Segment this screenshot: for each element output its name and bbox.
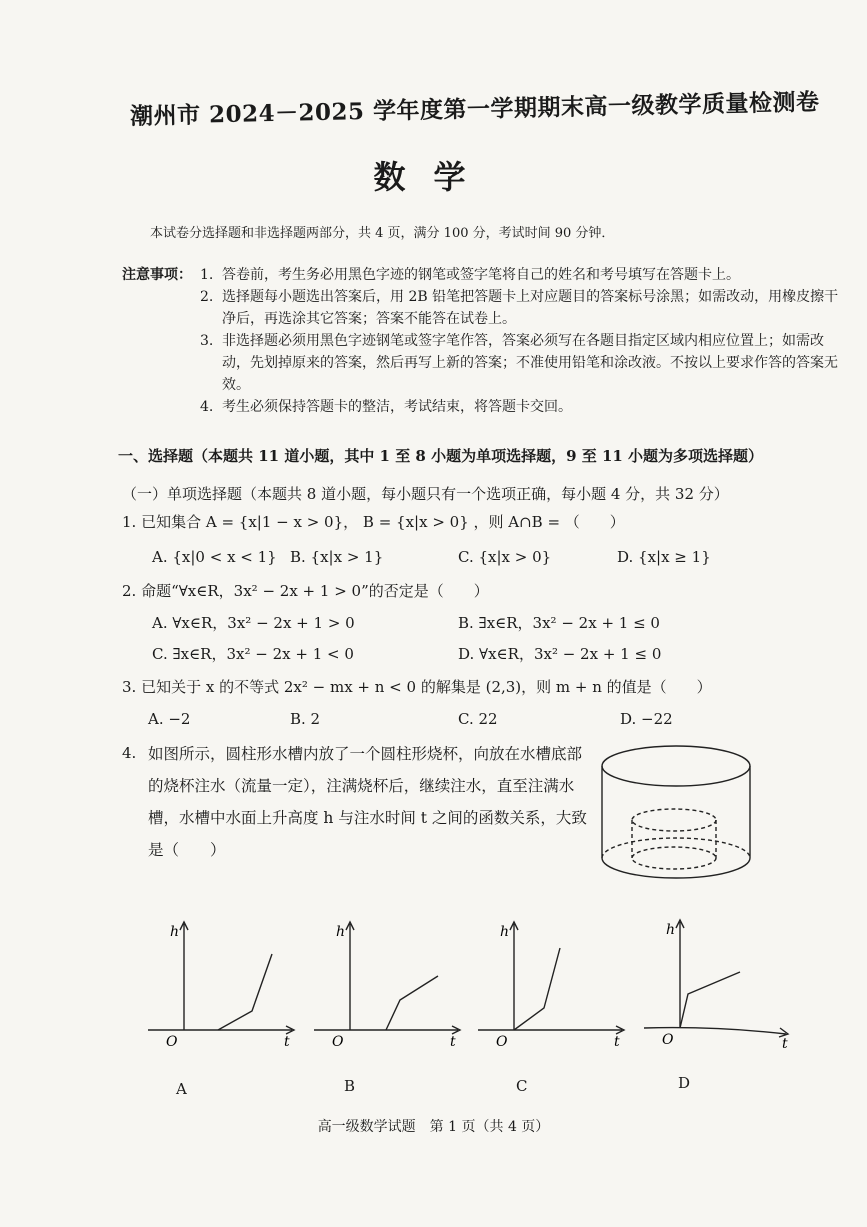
notice-block bbox=[122, 264, 842, 418]
page-footer: 高一级数学试题 第 1 页（共 4 页） bbox=[317, 1119, 550, 1135]
tank-bottom-front bbox=[602, 858, 750, 878]
origin-label: O bbox=[496, 1034, 508, 1048]
axis-t-label: t bbox=[782, 1036, 788, 1050]
graph-c-curve bbox=[514, 948, 560, 1030]
axis-h-label: h bbox=[336, 924, 346, 940]
subsection-heading: （一）单项选择题（本题共 8 道小题，每小题只有一个选项正确，每小题 4 分，共 32 分） bbox=[122, 485, 729, 503]
question-1-option-a: A. {x|0 < x < 1} bbox=[152, 548, 277, 566]
notice-heading: 注意事项： bbox=[122, 267, 192, 283]
graph-d-label: D bbox=[678, 1074, 691, 1092]
graph-c-label: C bbox=[516, 1077, 528, 1095]
question-2-option-c: C. ∃x∈R，3x² − 2x + 1 < 0 bbox=[152, 645, 354, 663]
notice-item-text: 考生必须保持答题卡的整洁，考试结束，将答题卡交回。 bbox=[222, 399, 572, 415]
graph-option-a bbox=[140, 918, 300, 1048]
notice-item-number: 1. bbox=[200, 267, 214, 283]
tank-top-rim bbox=[602, 746, 750, 786]
graph-a-curve bbox=[218, 954, 272, 1030]
axis-h-label: h bbox=[666, 922, 676, 938]
notice-item-number: 3. bbox=[200, 333, 214, 349]
section-heading: 一、选择题（本题共 11 道小题，其中 1 至 8 小题为单项选择题，9 至 11 小题为多项选择题） bbox=[118, 447, 764, 465]
exam-intro: 本试卷分选择题和非选择题两部分，共 4 页，满分 100 分，考试时间 90 分钟． bbox=[150, 226, 615, 241]
graph-option-b bbox=[306, 918, 466, 1048]
exam-title: 潮州市 2024－2025 学年度第一学期期末高一级教学质量检测卷 bbox=[129, 88, 820, 130]
question-3-option-a: A. −2 bbox=[148, 710, 191, 728]
question-4-text: 如图所示，圆柱形水槽内放了一个圆柱形烧杯，向放在水槽底部的烧杯注水（流量一定），注满烧杯后，继续注水，直至注满水槽，水槽中水面上升高度 h 与注水时间 t 之间的函数关系，大致是（ ） bbox=[148, 745, 587, 859]
question-2-option-a: A. ∀x∈R，3x² − 2x + 1 > 0 bbox=[152, 614, 355, 632]
axis-h-label: h bbox=[500, 924, 510, 940]
notice-item-text: 选择题每小题选出答案后，用 2B 铅笔把答题卡上对应题目的答案标号涂黑；如需改动，用橡皮擦干净后，再选涂其它答案；答案不能答在试卷上。 bbox=[222, 289, 839, 327]
subject-heading: 数学 bbox=[373, 158, 494, 196]
notice-item-number: 4. bbox=[200, 399, 214, 415]
question-4-number: 4. bbox=[122, 744, 137, 762]
notice-item-text: 答卷前，考生务必用黑色字迹的钢笔或签字笔将自己的姓名和考号填写在答题卡上。 bbox=[222, 267, 740, 283]
graph-b-curve bbox=[386, 976, 438, 1030]
question-3-stem: 3. 已知关于 x 的不等式 2x² − mx + n < 0 的解集是 (2,3)，则 m + n 的值是（ ） bbox=[122, 678, 712, 696]
question-3-option-d: D. −22 bbox=[620, 710, 673, 728]
question-1-option-b: B. {x|x > 1} bbox=[290, 548, 384, 566]
tank-bottom-back bbox=[602, 838, 750, 858]
question-2-option-d: D. ∀x∈R，3x² − 2x + 1 ≤ 0 bbox=[458, 645, 662, 663]
graph-d-curve bbox=[680, 972, 740, 1028]
axis-h-label: h bbox=[170, 924, 180, 940]
graph-a-label: A bbox=[176, 1080, 187, 1098]
axis-t-label: t bbox=[614, 1034, 620, 1048]
graph-b-label: B bbox=[344, 1077, 356, 1095]
notice-item-text: 非选择题必须用黑色字迹钢笔或签字笔作答，答案必须写在各题目指定区域内相应位置上；如需改动，先划掉原来的答案，然后再写上新的答案；不准使用铅笔和涂改液。不按以上要求作答的答案无效。 bbox=[222, 333, 838, 393]
cylinder-figure bbox=[596, 740, 758, 882]
origin-label: O bbox=[662, 1032, 674, 1048]
axis-t-label: t bbox=[284, 1034, 290, 1048]
origin-label: O bbox=[166, 1034, 178, 1048]
question-1-option-d: D. {x|x ≥ 1} bbox=[617, 548, 711, 566]
graph-option-d bbox=[636, 916, 796, 1050]
question-3-option-c: C. 22 bbox=[458, 710, 498, 728]
axis-t-label: t bbox=[450, 1034, 456, 1048]
graph-option-c bbox=[470, 918, 630, 1048]
question-2-option-b: B. ∃x∈R，3x² − 2x + 1 ≤ 0 bbox=[458, 614, 660, 632]
question-3-option-b: B. 2 bbox=[290, 710, 321, 728]
question-1-option-c: C. {x|x > 0} bbox=[458, 548, 552, 566]
notice-item-number: 2. bbox=[200, 289, 214, 305]
question-1-stem: 1. 已知集合 A = {x|1 − x > 0}， B = {x|x > 0} ，则 A∩B = （ ） bbox=[122, 513, 625, 531]
origin-label: O bbox=[332, 1034, 344, 1048]
question-2-stem: 2. 命题“∀x∈R，3x² − 2x + 1 > 0”的否定是（ ） bbox=[122, 582, 489, 600]
